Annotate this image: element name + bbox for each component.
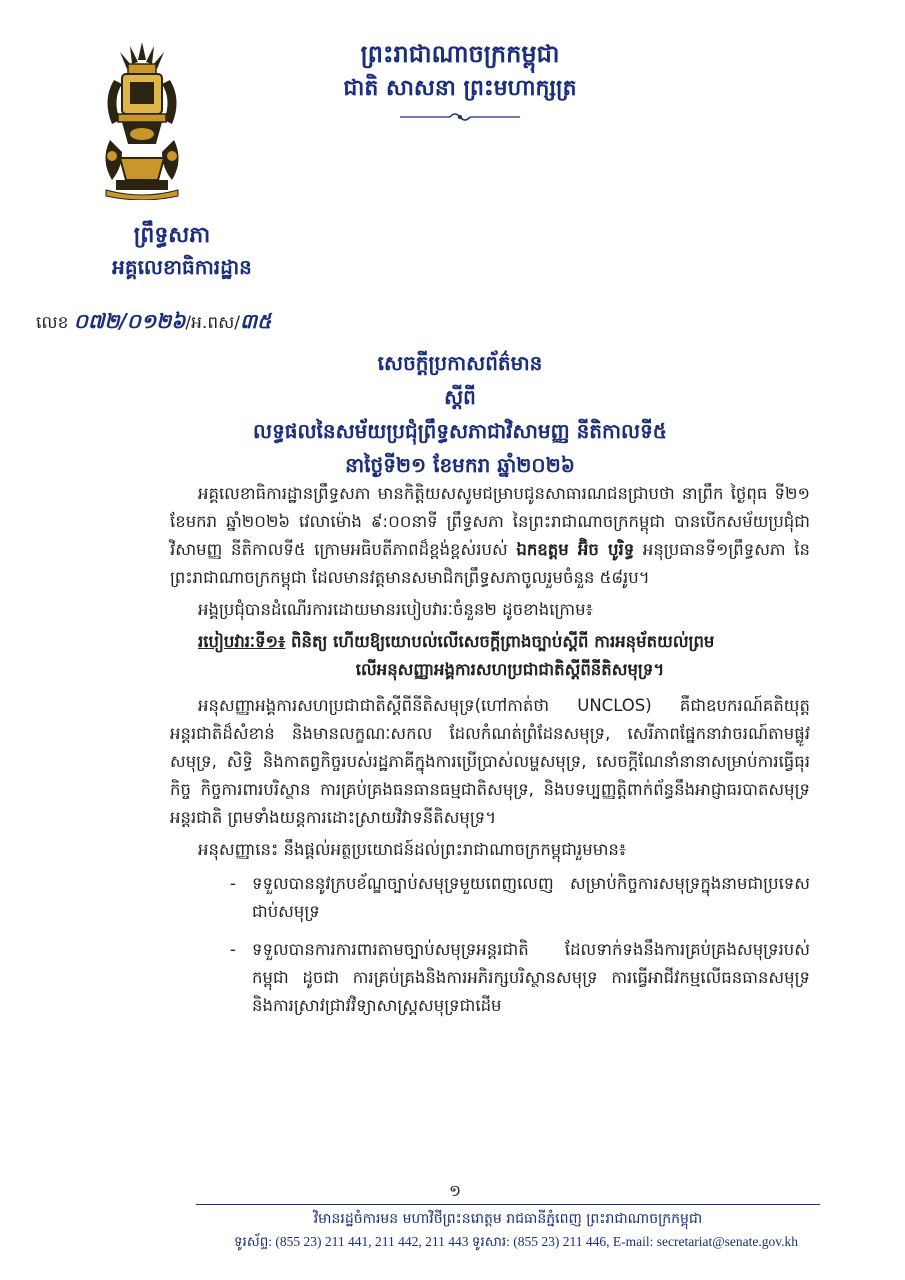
paragraph-intro — [170, 480, 810, 592]
divider-ornament-icon — [398, 110, 522, 124]
footer-address: វិមានរដ្ឋចំការមន មហាវិថីព្រះនរោត្តម រាជធានីភ្នំពេញ ព្រះរាជាណាចក្រកម្ពុជា — [313, 1211, 703, 1227]
agenda-text: ពិនិត្យ ហើយឱ្យយោបល់លើសេចក្ដីព្រាងច្បាប់ស្ដីពី ការអនុម័តយល់ព្រម — [285, 632, 715, 651]
agenda-label: របៀបវារៈទី១៖ — [198, 632, 286, 651]
title-line-3: លទ្ធផលនៃសម័យប្រជុំព្រឹទ្ធសភាជាវិសាមញ្ញ នីតិកាលទី៥ — [253, 419, 667, 443]
paragraph-unclos: អនុសញ្ញាអង្គការសហប្រជាជាតិស្ដីពីនីតិសមុទ្រ(ហៅកាត់ថា UNCLOS) គឺជាឧបករណ៍គតិយុត្តអន្តរជាតិដ៏សំខាន់ និងមានលក្ខណៈសកល ដែលកំណត់ព្រំដែនសមុទ្រ, សេរីភាពផ្នែកនាវាចរណ៍តាមផ្លូវសមុទ្រ, សិទ្ធិ និងកាតព្វកិច្ចរបស់រដ្ឋភាគីក្នុងការប្រើប្រាស់លម្ហសមុទ្រ, សេចក្ដីណែនាំនានាសម្រាប់ការធ្វើធុរកិច្ច កិច្ចការពារបរិស្ថាន ការគ្រប់គ្រងធនធានធម្មជាតិសមុទ្រ, និងបទប្បញ្ញត្តិពាក់ព័ន្ធនឹងអាជ្ញាធរបាតសមុទ្រអន្តរជាតិ ព្រមទាំងយន្តការដោះស្រាយវិវាទនីតិសមុទ្រ។ — [170, 696, 810, 827]
institution-name: ព្រឹទ្ធសភា — [133, 223, 211, 248]
reference-prefix: លេខ — [36, 313, 69, 333]
kingdom-title: ព្រះរាជាណាចក្រកម្ពុជា — [360, 40, 560, 68]
bullet-dash: - — [230, 940, 236, 959]
intro-text-a: អគ្គលេខាធិការដ្ឋានព្រឹទ្ធសភា មានកិត្តិយសសូមជម្រាបជូនសាធារណជនជ្រាបថា នាព្រឹក ថ្ងៃពុធ ទី២១ ខែមករា ឆ្នាំ២០២៦ វេលាម៉ោង ៩:០០នាទី ព្រឹទ្ធសភា នៃព្រះរាជាណាចក្រកម្ពុជា បានបើកសម័យប្រជុំជាវិសាមញ្ញ នីតិកាលទី៥ ក្រោមអធិបតីភាពដ៏ខ្ពង់ខ្ពស់របស់ — [170, 484, 810, 559]
intro-text-b: អនុប្រធានទី១ព្រឹទ្ធសភា នៃព្រះរាជាណាចក្រកម្ពុជា ដែលមានវត្តមានសមាជិកព្រឹទ្ធសភាចូលរួមចំនួន ៥៨រូប។ — [170, 540, 810, 587]
footer-divider — [196, 1204, 820, 1205]
benefits-list — [170, 870, 810, 1020]
document-body — [170, 480, 810, 1030]
department-name: អគ្គលេខាធិការដ្ឋាន — [112, 255, 252, 279]
reference-number — [36, 306, 271, 338]
document-title — [120, 346, 800, 482]
presiding-official: ឯកឧត្តម អ៊ិច បូរិទ្ធ — [516, 540, 635, 559]
paragraph-benefits: អនុសញ្ញានេះ នឹងផ្ដល់អត្ថប្រយោជន៍ដល់ព្រះរាជាណាចក្រកម្ពុជារួមមាន៖ — [198, 840, 627, 859]
handwritten-number: ០៧២/០១២៦ — [73, 309, 186, 333]
footer-contact: ទូរស័ព្ទ: (855 23) 211 441, 211 442, 211 443 ទូរសារ: (855 23) 211 446, E-mail: secretariat@senate.gov.kh — [233, 1234, 798, 1249]
page-number: ១ — [448, 1181, 462, 1200]
paragraph-agenda-intro: អង្គប្រជុំបានដំណើរការដោយមានរបៀបវារៈចំនួន២ ដូចខាងក្រោម៖ — [198, 600, 593, 619]
agenda-item-1 — [170, 628, 810, 656]
kingdom-motto: ជាតិ សាសនា ព្រះមហាក្សត្រ — [343, 76, 577, 101]
title-line-2: ស្ដីពី — [444, 385, 476, 409]
title-line-1: សេចក្ដីប្រកាសព័ត៌មាន — [377, 351, 543, 375]
agenda-item-1-continued: លើអនុសញ្ញាអង្គការសហប្រជាជាតិស្ដីពីនីតិសមុទ្រ។ — [355, 660, 665, 679]
list-item: - ទទួលបានការការពារតាមច្បាប់សមុទ្រអន្តរជាតិ ដែលទាក់ទងនឹងការគ្រប់គ្រងសមុទ្ររបស់កម្ពុជា ដូចជា ការគ្រប់គ្រងនិងការអភិរក្សបរិស្ថានសមុទ្រ ការធ្វើអាជីវកម្មលើធនធានសមុទ្រ និងការស្រាវជ្រាវវិទ្យាសាស្ត្រសមុទ្រជាដើម — [170, 936, 810, 1020]
title-line-4: នាថ្ងៃទី២១ ខែមករា ឆ្នាំ២០២៦ — [345, 453, 575, 477]
reference-separator: /អ.ពស/ — [185, 313, 241, 333]
handwritten-suffix: ៣៥ — [240, 309, 272, 333]
royal-coat-of-arms-icon — [92, 40, 192, 200]
list-item: - ទទួលបាននូវក្របខ័ណ្ឌច្បាប់សមុទ្រមួយពេញលេញ សម្រាប់កិច្ចការសមុទ្រក្នុងនាមជាប្រទេសជាប់សមុទ្រ — [170, 870, 810, 926]
bullet-dash: - — [230, 874, 236, 893]
